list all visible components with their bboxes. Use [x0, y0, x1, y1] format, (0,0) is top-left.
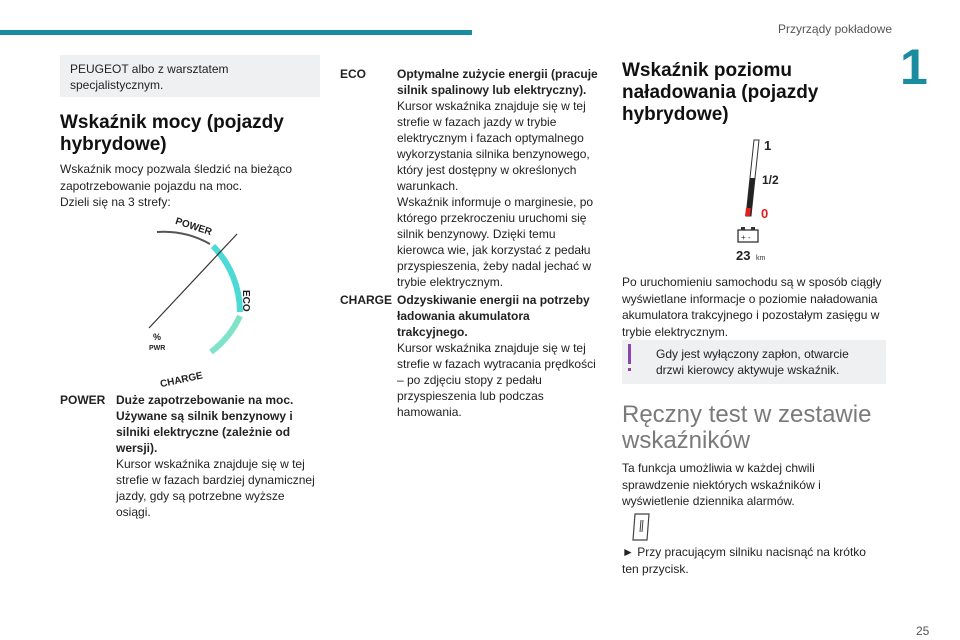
charge-gauge-red-segment: [745, 208, 751, 216]
zone-power-text: Kursor wskaźnika znajduje się w tej strefie w fazach bardziej dynamicznej jazdy, gdy są potrzebne wyższe osiągi.: [116, 457, 315, 519]
chapter-number: 1: [900, 39, 928, 95]
zone-charge-desc: [397, 292, 602, 420]
power-gauge-illustration: [145, 212, 260, 390]
battery-icon: [738, 227, 758, 242]
gauge-pwr-label: PWR: [149, 345, 166, 352]
zone-eco-desc: [397, 66, 602, 290]
zone-charge-term: CHARGE: [340, 293, 393, 307]
dashboard-button-icon: [630, 512, 652, 542]
charge-label-half: 1/2: [762, 173, 779, 187]
gauge-percent-label: %: [153, 332, 162, 342]
page-number: 25: [916, 624, 930, 638]
gauge-eco-label: ECO: [240, 290, 251, 312]
test-text: Ta funkcja umożliwia w każdej chwili sprawdzenie niektórych wskaźników i wyświetlenie dziennika alarmów.: [622, 461, 821, 508]
test-step: ► Przy pracującym silniku nacisnąć na krótko ten przycisk.: [622, 545, 866, 576]
charge-label-empty: 0: [761, 206, 769, 221]
note-box: [60, 55, 320, 97]
gauge-power-label: POWER: [173, 216, 214, 239]
zone-charge-bold: Odzyskiwanie energii na potrzeby ładowania akumulatora trakcyjnego.: [397, 293, 590, 339]
info-icon-dot: [628, 368, 631, 371]
zone-power-term: POWER: [60, 393, 106, 407]
charge-heading: Wskaźnik poziomu naładowania (pojazdy hybrydowe): [622, 60, 819, 125]
range-value: 23: [736, 248, 751, 263]
charge-level-gauge-illustration: [732, 136, 787, 264]
zone-power-desc: [116, 392, 321, 520]
power-heading: Wskaźnik mocy (pojazdy hybrydowe): [60, 112, 284, 155]
zone-eco-text: Kursor wskaźnika znajduje się w tej strefie w fazach jazdy w trybie elektrycznym i fazach optymalnego wykorzystania silnika benzynowego, który jest dostępny w określonych warunkach. Wskaźnik informuje o marginesie, po którego przekroczeniu uruchomi się silnik benzynowy. Dzięki temu kierowca wie, jak korzystać z pedału przyspieszenia, żeby nadal jechać w trybie elektrycznym.: [397, 99, 594, 289]
power-intro: Wskaźnik mocy pozwala śledzić na bieżąco zapotrzebowanie pojazdu na moc. Dzieli się na 3 strefy:: [60, 162, 293, 209]
zone-eco-term: ECO: [340, 67, 367, 81]
charge-label-full: 1: [764, 138, 772, 153]
note-text: PEUGEOT albo z warsztatem specjalistycznym.: [70, 62, 229, 92]
section-title: Przyrządy pokładowe: [777, 22, 892, 36]
info-note-text: Gdy jest wyłączony zapłon, otwarcie drzwi kierowcy aktywuje wskaźnik.: [656, 347, 849, 377]
header-accent-line: [0, 30, 472, 35]
gauge-charge-label: CHARGE: [159, 370, 204, 390]
zone-charge-text: Kursor wskaźnika znajduje się w tej strefie w fazach wytracania prędkości – po zdjęciu stopy z pedału przyspieszenia lub podczas hamowania.: [397, 341, 596, 419]
info-note-box: [622, 340, 886, 384]
range-unit: km: [756, 255, 766, 262]
gauge-arc-charge: [211, 316, 240, 352]
charge-text: Po uruchomieniu samochodu są w sposób ciągły wyświetlane informacje o poziomie naładowania akumulatora trakcyjnego i pozostałym zasięgu w trybie elektrycznym.: [622, 275, 882, 339]
zone-eco-bold: Optymalne zużycie energii (pracuje silnik spalinowy lub elektryczny).: [397, 67, 598, 97]
test-heading: Ręczny test w zestawie wskaźników: [622, 401, 872, 454]
zone-power-bold: Duże zapotrzebowanie na moc. Używane są silnik benzynowy i silniki elektryczne (zależnie od wersji).: [116, 393, 294, 455]
info-icon: [628, 344, 631, 364]
gauge-needle: [149, 234, 237, 328]
svg-text:+ -: + -: [741, 233, 751, 242]
